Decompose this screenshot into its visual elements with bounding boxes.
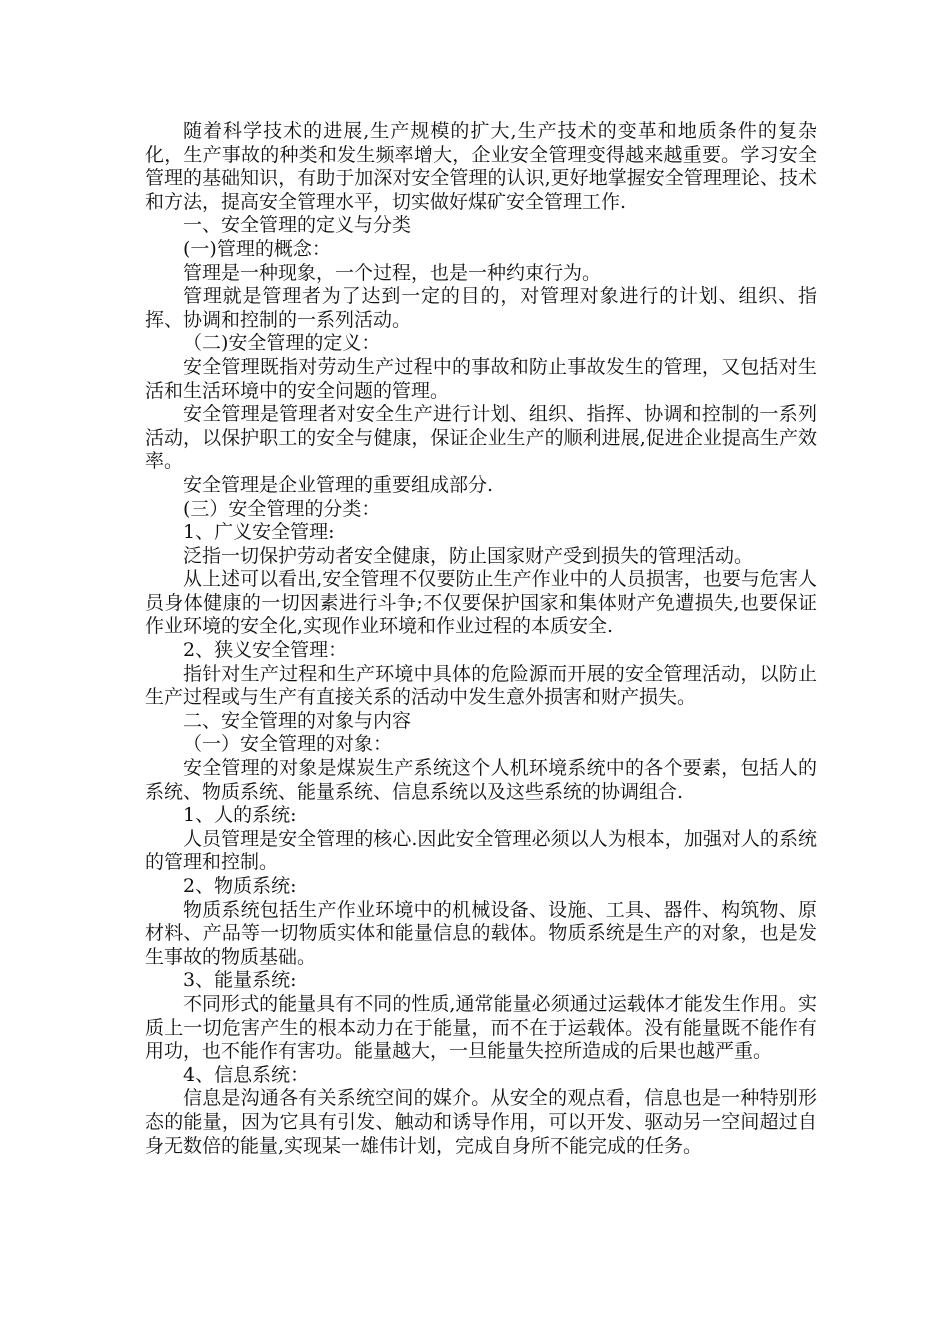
subsection-heading: (三）安全管理的分类： [183, 497, 381, 520]
body-paragraph: 不同形式的能量具有不同的性质,通常能量必须通过运载体才能发生作用。实质上一切危害产生的根本动力在于能量，而不在于运载体。没有能量既不能作有用功，也不能作有害功。能量越大，一旦能量失控所造成的后果也越严重。 [145, 992, 817, 1063]
body-paragraph: 泛指一切保护劳动者安全健康，防止国家财产受到损失的管理活动。 [183, 544, 754, 567]
body-paragraph: 从上述可以看出,安全管理不仅要防止生产作业中的人员损害，也要与危害人员身体健康的一切因素进行斗争;不仅要保护国家和集体财产免遭损失,也要保证作业环境的安全化,实现作业环境和作业过程的本质安全. [145, 568, 817, 638]
body-paragraph: 安全管理是企业管理的重要组成部分. [183, 473, 494, 496]
body-paragraph: 物质系统包括生产作业环境中的机械设备、设施、工具、器件、构筑物、原材料、产品等一切物质实体和能量信息的载体。物质系统是生产的对象，也是发生事故的物质基础。 [145, 898, 817, 968]
section-heading-2: 二、安全管理的对象与内容 [183, 709, 412, 732]
body-paragraph: 指针对生产过程和生产环境中具体的危险源而开展的安全管理活动，以防止生产过程或与生产有直接关系的活动中发生意外损害和财产损失。 [145, 662, 817, 709]
body-paragraph: 安全管理是管理者对安全生产进行计划、组织、指挥、协调和控制的一系列活动，以保护职工的安全与健康，保证企业生产的顺利进展,促进企业提高生产效率。 [145, 403, 817, 473]
subsection-heading: （一）安全管理的对象： [183, 733, 393, 756]
item-heading: 1、广义安全管理: [183, 521, 335, 544]
section-heading-1: 一、安全管理的定义与分类 [183, 214, 412, 237]
body-paragraph: 人员管理是安全管理的核心.因此安全管理必须以人为根本，加强对人的系统的管理和控制。 [145, 827, 817, 874]
item-heading: 2、物质系统: [183, 875, 297, 897]
body-paragraph: 安全管理既指对劳动生产过程中的事故和防止事故发生的管理，又包括对生活和生活环境中的安全问题的管理。 [145, 355, 817, 402]
document-body [145, 120, 817, 1158]
body-paragraph: 信息是沟通各有关系统空间的媒介。从安全的观点看，信息也是一种特别形态的能量，因为它具有引发、触动和诱导作用，可以开发、驱动另一空间超过自身无数倍的能量,实现某一雄伟计划，完成自身所不能完成的任务。 [145, 1087, 817, 1157]
intro-paragraph: 随着科学技术的进展,生产规模的扩大,生产技术的变革和地质条件的复杂化，生产事故的种类和发生频率增大，企业安全管理变得越来越重要。学习安全管理的基础知识，有助于加深对安全管理的认识,更好地掌握安全管理理论、技术和方法，提高安全管理水平，切实做好煤矿安全管理工作. [145, 120, 817, 213]
body-paragraph: 管理是一种现象，一个过程，也是一种约束行为。 [183, 261, 602, 284]
item-heading: 1、人的系统: [183, 804, 297, 827]
item-heading: 3、能量系统: [183, 969, 297, 992]
body-paragraph: 安全管理的对象是煤炭生产系统这个人机环境系统中的各个要素，包括人的系统、物质系统、能量系统、信息系统以及这些系统的协调组合. [145, 757, 817, 803]
subsection-heading: (一)管理的概念： [183, 237, 331, 260]
subsection-heading: （二)安全管理的定义： [183, 332, 381, 355]
item-heading: 2、狭义安全管理： [183, 639, 348, 662]
item-heading: 4、信息系统： [183, 1063, 310, 1086]
body-paragraph: 管理就是管理者为了达到一定的目的，对管理对象进行的计划、组织、指挥、协调和控制的一系列活动。 [145, 285, 817, 331]
